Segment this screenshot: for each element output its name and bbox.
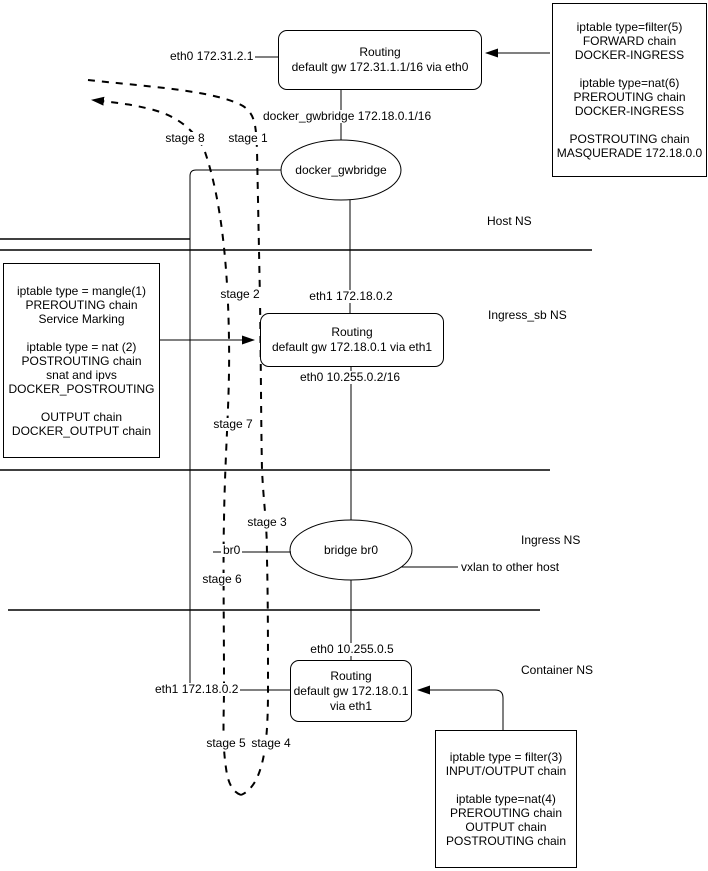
ingress-sb-ns-label: Ingress_sb NS [488, 308, 567, 322]
iptable-line: PREROUTING chain [25, 297, 138, 312]
iptable-line: iptable type=nat(4) [456, 792, 556, 806]
iptable-box-filter3 [435, 730, 577, 868]
container-routing-rule2: via eth1 [329, 698, 373, 713]
ingress-sb-eth0-label: eth0 10.255.0.2/16 [299, 370, 401, 384]
host-routing-title: Routing [359, 45, 401, 59]
stage-2-label: stage 2 [220, 287, 260, 301]
container-eth1-label: eth1 172.18.0.2 [155, 682, 239, 696]
iptable-box-filter5 [552, 3, 707, 177]
docker-gwbridge-label: docker_gwbridge [295, 163, 387, 177]
iptable-line: iptable type = filter(3) [449, 750, 563, 764]
iptable-box-mangle1 [3, 263, 160, 458]
iptable-line: OUTPUT chain [465, 820, 547, 834]
iptable-line: iptable type = nat (2) [26, 339, 137, 354]
iptable-line: iptable type=nat(6) [579, 76, 680, 90]
ingress-sb-routing-rule: default gw 172.18.0.1 via eth1 [271, 340, 433, 354]
filter3-to-container-routing-arrow [418, 690, 503, 730]
iptable-line: snat and ipvs [46, 367, 117, 382]
container-eth0-label: eth0 10.255.0.5 [310, 642, 394, 656]
iptable-line: DOCKER-INGRESS [574, 104, 685, 118]
ingress-sb-eth1-label: eth1 172.18.0.2 [309, 289, 393, 303]
stage-4-label: stage 4 [251, 736, 291, 750]
container-ns-label: Container NS [521, 663, 594, 677]
iptable-line: DOCKER_OUTPUT chain [11, 423, 152, 438]
host-routing-rule: default gw 172.31.1.1/16 via eth0 [291, 60, 469, 74]
iptable-line: DOCKER-INGRESS [574, 48, 685, 62]
host-ns-label: Host NS [487, 214, 532, 228]
container-routing-title: Routing [330, 668, 372, 683]
iptable-line: INPUT/OUTPUT chain [445, 764, 567, 778]
stage-5-label: stage 5 [206, 736, 246, 750]
iptable-line: MASQUERADE 172.18.0.0 [556, 146, 703, 160]
iptable-line: iptable type=filter(5) [576, 20, 683, 34]
stage-1-label: stage 1 [228, 131, 268, 145]
stage-8-label: stage 8 [165, 131, 205, 145]
iptable-line: FORWARD chain [582, 34, 677, 48]
container-routing-box [290, 660, 412, 722]
bridge-br0-label: bridge br0 [323, 543, 379, 557]
iptable-line: POSTROUTING chain [21, 353, 142, 368]
iptable-line: POSTROUTING chain [445, 834, 567, 848]
ingress-sb-routing-box [260, 313, 444, 367]
iptable-line: PREROUTING chain [449, 806, 563, 820]
iptable-line: PREROUTING chain [573, 90, 686, 104]
host-routing-box [278, 30, 482, 90]
iptable-line: Service Marking [38, 311, 125, 326]
gwbridge-ip-label: docker_gwbridge 172.18.0.1/16 [263, 109, 432, 123]
ingress-ns-label: Ingress NS [521, 533, 581, 547]
host-eth0-label: eth0 172.31.2.1 [170, 49, 254, 63]
stage-3-label: stage 3 [247, 515, 287, 529]
stage-6-label: stage 6 [202, 572, 242, 586]
container-routing-rule: default gw 172.18.0.1 [293, 683, 409, 698]
iptable-line: DOCKER_POSTROUTING [8, 381, 155, 396]
iptable-line: POSTROUTING chain [569, 132, 690, 146]
stage-7-label: stage 7 [213, 417, 253, 431]
ingress-sb-routing-title: Routing [331, 325, 373, 339]
vxlan-label: vxlan to other host [461, 560, 560, 574]
br0-label: br0 [223, 543, 241, 557]
iptable-line: OUTPUT chain [40, 409, 123, 424]
iptable-line: iptable type = mangle(1) [16, 283, 147, 298]
